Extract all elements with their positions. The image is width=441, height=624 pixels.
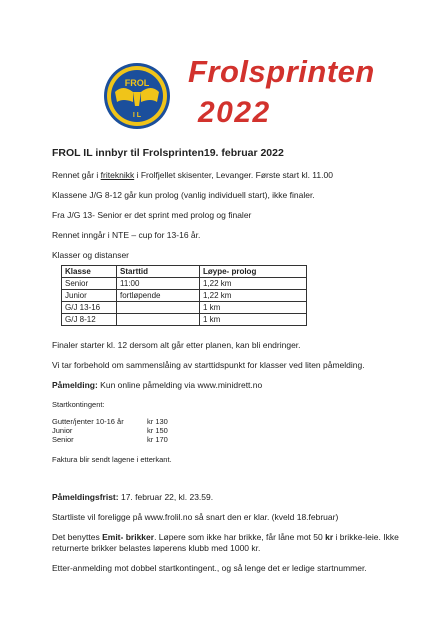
table-header: Klasse <box>62 266 117 278</box>
table-cell: 1 km <box>200 302 307 314</box>
paragraph-emit: Det benyttes Emit- brikker. Løpere som ikke har brikke, får låne mot 50 kr i brikke-leie. Ikke returnerte brikker belastes løperens klubb med 1000 kr. <box>52 532 399 553</box>
table-cell: G/J 13-16 <box>62 302 117 314</box>
table-cell: G/J 8-12 <box>62 314 117 326</box>
table-cell: Senior <box>62 278 117 290</box>
table-cell <box>117 314 200 326</box>
fee-label: Startkontingent: <box>52 400 105 409</box>
table-cell: fortløpende <box>117 290 200 302</box>
frol-il-logo <box>103 62 171 130</box>
fee-row: Gutter/jenter 10-16 år kr 130 <box>52 417 168 426</box>
class-table <box>61 265 307 326</box>
page-title-year: 2022 <box>198 96 271 129</box>
invitation-body <box>52 148 412 583</box>
table-header: Starttid <box>117 266 200 278</box>
logo-text-bottom: I L <box>132 112 142 119</box>
table-row <box>62 278 307 290</box>
paragraph-classes: Klassene J/G 8-12 går kun prolog (vanlig individuell start), ikke finaler. <box>52 190 315 200</box>
logo-text: FROL <box>124 78 150 88</box>
paragraph-cup: Rennet inngår i NTE – cup for 13-16 år. <box>52 230 201 240</box>
invitation-heading: FROL IL innbyr til Frolsprinten19. februar 2022 <box>52 147 284 159</box>
paragraph-distances: Klasser og distanser <box>52 250 130 260</box>
paragraph-deadline: Påmeldingsfrist: 17. februar 22, kl. 23.59. <box>52 492 214 502</box>
table-cell: 1,22 km <box>200 278 307 290</box>
table-header: Løype- prolog <box>200 266 307 278</box>
friteknikk-link[interactable]: friteknikk <box>100 170 135 180</box>
table-cell: Junior <box>62 290 117 302</box>
paragraph-merge: Vi tar forbehold om sammenslåing av starttidspunkt for klasser ved liten påmelding. <box>52 360 365 370</box>
fee-section <box>52 400 412 444</box>
paragraph-late-registration: Etter-anmelding mot dobbel startkontingent., og så lenge det er ledige startnummer. <box>52 563 367 573</box>
paragraph-finals: Finaler starter kl. 12 dersom alt går etter planen, kan bli endringer. <box>52 340 301 350</box>
paragraph-sprint: Fra J/G 13- Senior er det sprint med prolog og finaler <box>52 210 252 220</box>
table-cell: 11:00 <box>117 278 200 290</box>
fee-row: Senior kr 170 <box>52 435 168 444</box>
table-cell: 1,22 km <box>200 290 307 302</box>
table-header-row <box>62 266 307 278</box>
paragraph-startlist: Startliste vil foreligge på www.frolil.no så snart den er klar. (kveld 18.februar) <box>52 512 339 522</box>
table-cell: 1 km <box>200 314 307 326</box>
paragraph-registration: Påmelding: Kun online påmelding via www.minidrett.no <box>52 380 263 390</box>
table-row <box>62 314 307 326</box>
table-row <box>62 290 307 302</box>
table-cell <box>117 302 200 314</box>
paragraph-venue: Rennet går i friteknikk i Frolfjellet skisenter, Levanger. Første start kl. 11.00 <box>52 170 333 180</box>
paragraph-invoice: Faktura blir sendt lagene i etterkant. <box>52 455 172 464</box>
fee-row: Junior kr 150 <box>52 426 168 435</box>
table-row <box>62 302 307 314</box>
page-title: Frolsprinten <box>188 54 375 89</box>
